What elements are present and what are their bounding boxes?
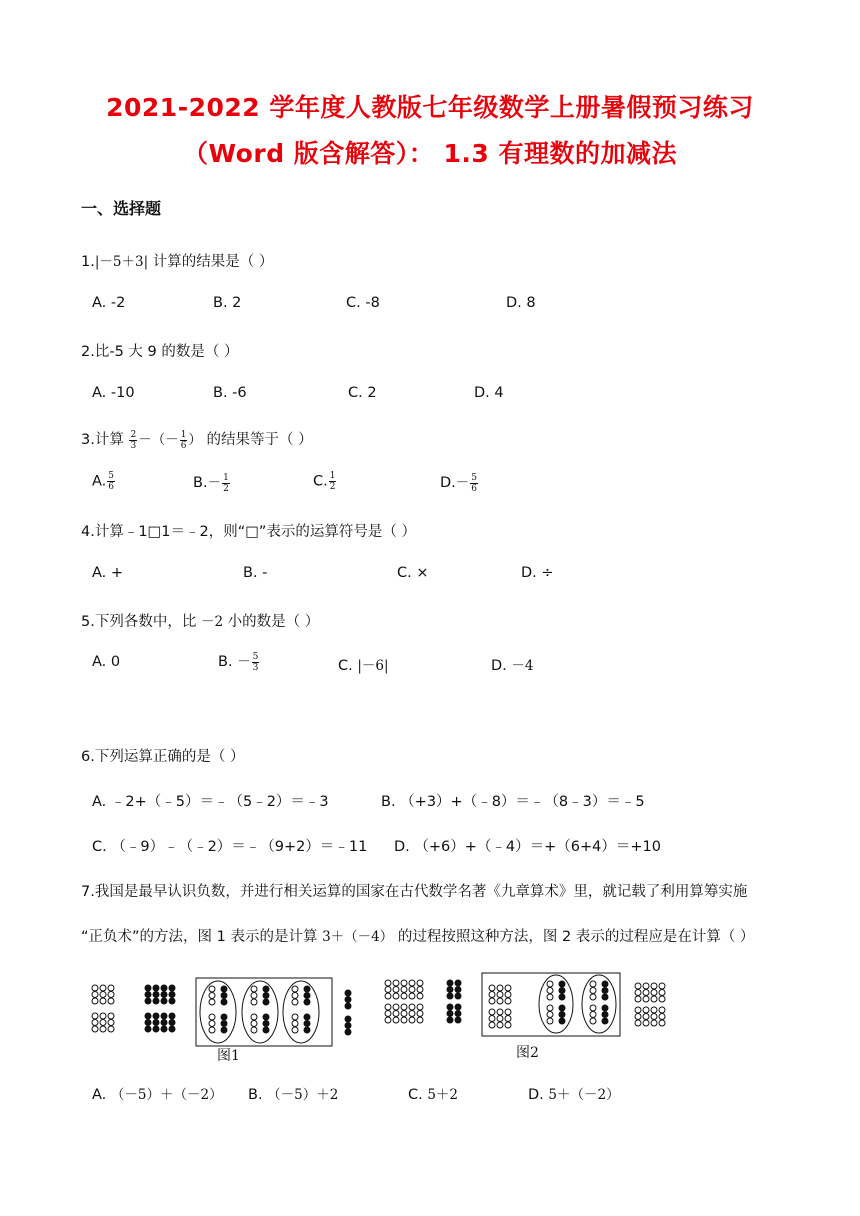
rod-bead: [145, 998, 151, 1004]
rod-bead: [602, 981, 608, 987]
rod-bead: [602, 1012, 608, 1018]
document-title-line-1: 2021-2022 学年度人教版七年级数学上册暑假预习练习: [106, 93, 754, 122]
rod-bead: [385, 980, 391, 986]
rod-bead: [643, 1020, 649, 1026]
bead-group: [251, 986, 257, 1005]
rod-bead: [153, 985, 159, 991]
rod-bead: [169, 1020, 175, 1026]
rod-bead: [393, 993, 399, 999]
bead-group: [92, 1013, 114, 1032]
rod-bead: [455, 980, 461, 986]
rod-bead: [251, 1014, 257, 1020]
rod-bead: [385, 1004, 391, 1010]
question-1-option-b: B. 2: [213, 295, 242, 311]
bead-group: [209, 1014, 215, 1033]
question-3-option-b: B.－ $\frac{1}{2}$: [193, 472, 229, 494]
rod-bead: [209, 1027, 215, 1033]
rod-bead: [602, 1005, 608, 1011]
question-6-option-d: D. （+6）+（﹣4）＝+（6+4）＝+10: [394, 839, 661, 855]
rod-bead: [602, 994, 608, 1000]
rod-bead: [651, 996, 657, 1002]
rod-bead: [635, 1020, 641, 1026]
figure-2-caption: 图2: [516, 1045, 539, 1061]
rod-bead: [385, 1017, 391, 1023]
rod-bead: [108, 1026, 114, 1032]
rod-bead: [635, 996, 641, 1002]
rod-bead: [169, 1026, 175, 1032]
question-5-option-b: B. － $\frac{5}{3}$: [218, 651, 259, 673]
rod-bead: [345, 1023, 351, 1029]
question-7-stem-line-2: “正负术”的方法，图 1 表示的是计算 3＋（－4） 的过程按照这种方法，图 2 表示的过程应是在计算（ ）: [81, 929, 755, 945]
question-3-fraction-1: $\frac{2}{3}$: [130, 429, 137, 451]
rod-bead: [497, 985, 503, 991]
bead-group: [145, 985, 175, 1004]
rod-bead: [263, 999, 269, 1005]
rod-bead: [393, 980, 399, 986]
question-3-math: －（－: [138, 432, 179, 448]
rod-bead: [393, 1017, 399, 1023]
rod-bead: [417, 1017, 423, 1023]
rod-bead: [547, 1012, 553, 1018]
rod-bead: [221, 999, 227, 1005]
bead-group: [547, 981, 553, 1000]
rod-bead: [169, 985, 175, 991]
rod-bead: [409, 1011, 415, 1017]
rod-bead: [590, 1018, 596, 1024]
rod-bead: [602, 988, 608, 994]
rod-bead: [590, 988, 596, 994]
question-3-prefix: 3.计算: [81, 432, 129, 448]
bead-group: [385, 1004, 423, 1023]
rod-bead: [393, 1011, 399, 1017]
bead-group: [559, 1005, 565, 1024]
question-4-option-a: A. +: [92, 565, 124, 581]
rod-bead: [100, 985, 106, 991]
rod-bead: [263, 1014, 269, 1020]
rod-bead: [385, 987, 391, 993]
rod-bead: [92, 1013, 98, 1019]
question-1-option-c: C. -8: [346, 295, 380, 311]
rod-bead: [161, 992, 167, 998]
rod-bead: [455, 987, 461, 993]
bead-group: [385, 980, 423, 999]
rod-bead: [108, 1013, 114, 1019]
rod-bead: [547, 981, 553, 987]
rod-bead: [417, 987, 423, 993]
rod-bead: [251, 1027, 257, 1033]
question-4-stem: 4.计算﹣1□1＝﹣2，则“□”表示的运算符号是（ ）: [81, 524, 417, 540]
rod-bead: [651, 983, 657, 989]
question-7-option-b: B. （－5）＋2: [248, 1087, 339, 1103]
question-3-option-a: A. $\frac{5}{6}$: [92, 471, 115, 492]
rod-bead: [145, 985, 151, 991]
rod-bead: [455, 993, 461, 999]
rod-bead: [292, 1014, 298, 1020]
rod-bead: [292, 1027, 298, 1033]
pairing-ellipse: [539, 975, 573, 1033]
bead-group: [209, 986, 215, 1005]
bead-group: [590, 1005, 596, 1024]
question-7-stem-line-1: 7.我国是最早认识负数，并进行相关运算的国家在古代数学名著《九章算术》里，就记载了利用算筹实施: [81, 884, 748, 900]
rod-bead: [100, 1013, 106, 1019]
rod-bead: [559, 1005, 565, 1011]
question-5-option-d: D. －4: [491, 658, 534, 674]
rod-bead: [251, 999, 257, 1005]
rod-bead: [489, 992, 495, 998]
question-1-math: |－5＋3|: [94, 254, 149, 270]
rod-bead: [409, 1004, 415, 1010]
rod-bead: [100, 1026, 106, 1032]
rod-bead: [659, 996, 665, 1002]
rod-bead: [100, 992, 106, 998]
bead-group: [447, 980, 461, 999]
bead-group: [489, 1009, 511, 1028]
question-2-option-d: D. 4: [474, 385, 504, 401]
pairing-ellipse: [283, 981, 319, 1043]
rod-bead: [635, 1014, 641, 1020]
rod-bead: [145, 1013, 151, 1019]
rod-bead: [602, 1018, 608, 1024]
rod-bead: [643, 1014, 649, 1020]
rod-bead: [263, 1027, 269, 1033]
question-7-option-c: C. 5＋2: [408, 1087, 459, 1103]
rod-bead: [304, 986, 310, 992]
question-6-option-b: B. （+3）+（﹣8）＝﹣（8﹣3）＝﹣5: [381, 794, 645, 810]
rod-bead: [659, 1007, 665, 1013]
rod-bead: [401, 1011, 407, 1017]
rod-bead: [651, 1007, 657, 1013]
question-4-option-c: C. ×: [397, 565, 429, 581]
rod-bead: [393, 987, 399, 993]
rod-bead: [559, 981, 565, 987]
question-6-stem: 6.下列运算正确的是（ ）: [81, 749, 245, 765]
rod-bead: [153, 1020, 159, 1026]
rod-bead: [635, 1007, 641, 1013]
rod-bead: [590, 994, 596, 1000]
bead-group: [602, 981, 608, 1000]
bead-group: [304, 986, 310, 1005]
bead-group: [635, 983, 665, 1002]
rod-bead: [401, 1017, 407, 1023]
rod-bead: [651, 1014, 657, 1020]
rod-bead: [447, 1017, 453, 1023]
question-5-stem: 5.下列各数中，比 －2 小的数是（ ）: [81, 614, 320, 630]
question-3-fraction-2: $\frac{1}{6}$: [180, 429, 187, 451]
question-2-option-c: C. 2: [348, 385, 377, 401]
rod-bead: [643, 996, 649, 1002]
rod-bead: [251, 993, 257, 999]
rod-bead: [659, 990, 665, 996]
rod-bead: [409, 993, 415, 999]
bead-group: [602, 1005, 608, 1024]
rod-bead: [659, 1020, 665, 1026]
rod-bead: [209, 993, 215, 999]
question-6-option-c: C. （﹣9）﹣（﹣2）＝﹣（9+2）＝﹣11: [92, 839, 368, 855]
rod-bead: [161, 1026, 167, 1032]
rod-bead: [209, 986, 215, 992]
rod-bead: [108, 1020, 114, 1026]
rod-bead: [221, 1021, 227, 1027]
question-2-option-b: B. -6: [213, 385, 247, 401]
rod-bead: [92, 1026, 98, 1032]
rod-bead: [651, 1020, 657, 1026]
rod-bead: [345, 1016, 351, 1022]
rod-bead: [497, 1009, 503, 1015]
rod-bead: [417, 993, 423, 999]
bead-group: [590, 981, 596, 1000]
rod-bead: [345, 1003, 351, 1009]
rod-bead: [209, 1014, 215, 1020]
bead-group: [547, 1005, 553, 1024]
rod-bead: [401, 993, 407, 999]
bead-group: [292, 986, 298, 1005]
rod-bead: [108, 985, 114, 991]
rod-bead: [401, 980, 407, 986]
question-3-option-c: C. $\frac{1}{2}$: [313, 471, 336, 492]
bead-group: [345, 990, 351, 1009]
rod-bead: [651, 990, 657, 996]
rod-bead: [169, 992, 175, 998]
question-1-option-a: A. -2: [92, 295, 126, 311]
rod-bead: [108, 992, 114, 998]
rod-bead: [292, 986, 298, 992]
pairing-ellipse: [582, 975, 616, 1033]
rod-bead: [489, 998, 495, 1004]
rod-bead: [590, 1005, 596, 1011]
rod-bead: [409, 980, 415, 986]
rod-bead: [292, 1021, 298, 1027]
rod-bead: [92, 985, 98, 991]
rod-bead: [345, 997, 351, 1003]
rod-bead: [304, 1014, 310, 1020]
question-3-option-d: D.－ $\frac{5}{6}$: [440, 472, 478, 494]
rod-bead: [263, 986, 269, 992]
question-3-stem: 3.计算 $\frac{2}{3}$ －（－ $\frac{1}{6}$ ） 的结果等于（ ）: [81, 429, 313, 451]
rod-bead: [497, 1022, 503, 1028]
rod-bead: [447, 1004, 453, 1010]
rod-bead: [547, 994, 553, 1000]
rod-bead: [447, 980, 453, 986]
rod-bead: [489, 1016, 495, 1022]
rod-bead: [497, 1016, 503, 1022]
rod-bead: [447, 1011, 453, 1017]
rod-bead: [659, 1014, 665, 1020]
rod-bead: [643, 990, 649, 996]
bead-group: [635, 1007, 665, 1026]
question-7-math: 3＋（－4）: [322, 929, 394, 945]
question-1-stem: [81, 250, 273, 271]
question-7-option-a: A. （－5）＋（－2）: [92, 1087, 223, 1103]
bead-group: [447, 1004, 461, 1023]
rod-bead: [304, 1027, 310, 1033]
rod-bead: [161, 985, 167, 991]
bead-group: [345, 1016, 351, 1035]
pairing-ellipse: [242, 981, 278, 1043]
rod-bead: [153, 1013, 159, 1019]
rod-bead: [385, 1011, 391, 1017]
rod-bead: [401, 1004, 407, 1010]
rod-bead: [505, 1016, 511, 1022]
rod-bead: [169, 998, 175, 1004]
rod-bead: [153, 992, 159, 998]
rod-bead: [263, 993, 269, 999]
rod-bead: [489, 985, 495, 991]
question-6-option-a: A. ﹣2+（﹣5）＝﹣（5﹣2）＝﹣3: [92, 794, 329, 810]
question-1-number: 1.: [81, 254, 95, 270]
rod-bead: [505, 992, 511, 998]
rod-bead: [635, 983, 641, 989]
rod-bead: [409, 987, 415, 993]
rod-bead: [221, 1014, 227, 1020]
rod-bead: [590, 981, 596, 987]
rod-bead: [455, 1004, 461, 1010]
rod-bead: [345, 1029, 351, 1035]
rod-bead: [497, 998, 503, 1004]
rod-bead: [505, 1009, 511, 1015]
rod-bead: [590, 1012, 596, 1018]
question-1-suffix: 计算的结果是（ ）: [148, 254, 274, 270]
rod-bead: [635, 990, 641, 996]
rod-bead: [489, 1022, 495, 1028]
rod-bead: [417, 1004, 423, 1010]
rod-bead: [447, 993, 453, 999]
rod-bead: [559, 1018, 565, 1024]
bead-group: [221, 1014, 227, 1033]
rod-bead: [505, 998, 511, 1004]
rod-bead: [417, 980, 423, 986]
rod-bead: [92, 998, 98, 1004]
bead-group: [221, 986, 227, 1005]
figure-2-counting-rods: [380, 970, 700, 1062]
rod-bead: [145, 1026, 151, 1032]
rod-bead: [145, 1020, 151, 1026]
rod-bead: [643, 1007, 649, 1013]
bead-group: [292, 1014, 298, 1033]
rod-bead: [209, 1021, 215, 1027]
rod-bead: [292, 993, 298, 999]
rod-bead: [455, 1017, 461, 1023]
rod-bead: [643, 983, 649, 989]
rod-bead: [547, 988, 553, 994]
question-2-stem: 2.比-5 大 9 的数是（ ）: [81, 344, 239, 360]
rod-bead: [169, 1013, 175, 1019]
rod-bead: [92, 1020, 98, 1026]
rod-bead: [304, 999, 310, 1005]
bead-group: [559, 981, 565, 1000]
rod-bead: [100, 1020, 106, 1026]
rod-bead: [209, 999, 215, 1005]
rod-bead: [385, 993, 391, 999]
bead-group: [304, 1014, 310, 1033]
question-2-option-a: A. -10: [92, 385, 135, 401]
rod-bead: [145, 992, 151, 998]
rod-bead: [251, 1021, 257, 1027]
question-4-option-d: D. ÷: [521, 565, 554, 581]
rod-bead: [505, 985, 511, 991]
pairing-ellipse: [200, 981, 236, 1043]
rod-bead: [559, 994, 565, 1000]
question-3-suffix: 的结果等于（ ）: [201, 432, 313, 448]
rod-bead: [251, 986, 257, 992]
rod-bead: [547, 1018, 553, 1024]
rod-bead: [559, 1012, 565, 1018]
rod-bead: [263, 1021, 269, 1027]
rod-bead: [447, 987, 453, 993]
figure-1-caption: 图1: [217, 1048, 240, 1064]
rod-bead: [659, 983, 665, 989]
rod-bead: [401, 987, 407, 993]
question-5-option-c: C. |－6|: [338, 658, 389, 674]
rod-bead: [292, 999, 298, 1005]
bead-group: [92, 985, 114, 1004]
question-5-math: －2: [200, 614, 224, 630]
rod-bead: [153, 1026, 159, 1032]
rod-bead: [161, 998, 167, 1004]
rod-bead: [161, 1013, 167, 1019]
rod-bead: [417, 1011, 423, 1017]
bead-group: [251, 1014, 257, 1033]
rod-bead: [153, 998, 159, 1004]
rod-bead: [489, 1009, 495, 1015]
rod-bead: [100, 998, 106, 1004]
rod-bead: [393, 1004, 399, 1010]
rod-bead: [455, 1011, 461, 1017]
rod-bead: [547, 1005, 553, 1011]
rod-bead: [221, 986, 227, 992]
question-7-option-d: D. 5＋（－2）: [528, 1087, 620, 1103]
rod-bead: [221, 1027, 227, 1033]
rod-bead: [92, 992, 98, 998]
bead-group: [263, 1014, 269, 1033]
rod-bead: [345, 990, 351, 996]
rod-bead: [409, 1017, 415, 1023]
rod-bead: [559, 988, 565, 994]
rod-bead: [304, 993, 310, 999]
rod-bead: [161, 1020, 167, 1026]
bead-group: [263, 986, 269, 1005]
question-5-option-a: A. 0: [92, 654, 121, 670]
section-heading: 一、选择题: [81, 199, 162, 218]
bead-group: [489, 985, 511, 1004]
rod-bead: [505, 1022, 511, 1028]
question-1-option-d: D. 8: [506, 295, 536, 311]
rod-bead: [304, 1021, 310, 1027]
rod-bead: [108, 998, 114, 1004]
rod-bead: [221, 993, 227, 999]
question-4-option-b: B. -: [243, 565, 268, 581]
document-title-line-2: （Word 版含解答）： 1.3 有理数的加减法: [183, 139, 677, 168]
rod-bead: [497, 992, 503, 998]
bead-group: [145, 1013, 175, 1032]
